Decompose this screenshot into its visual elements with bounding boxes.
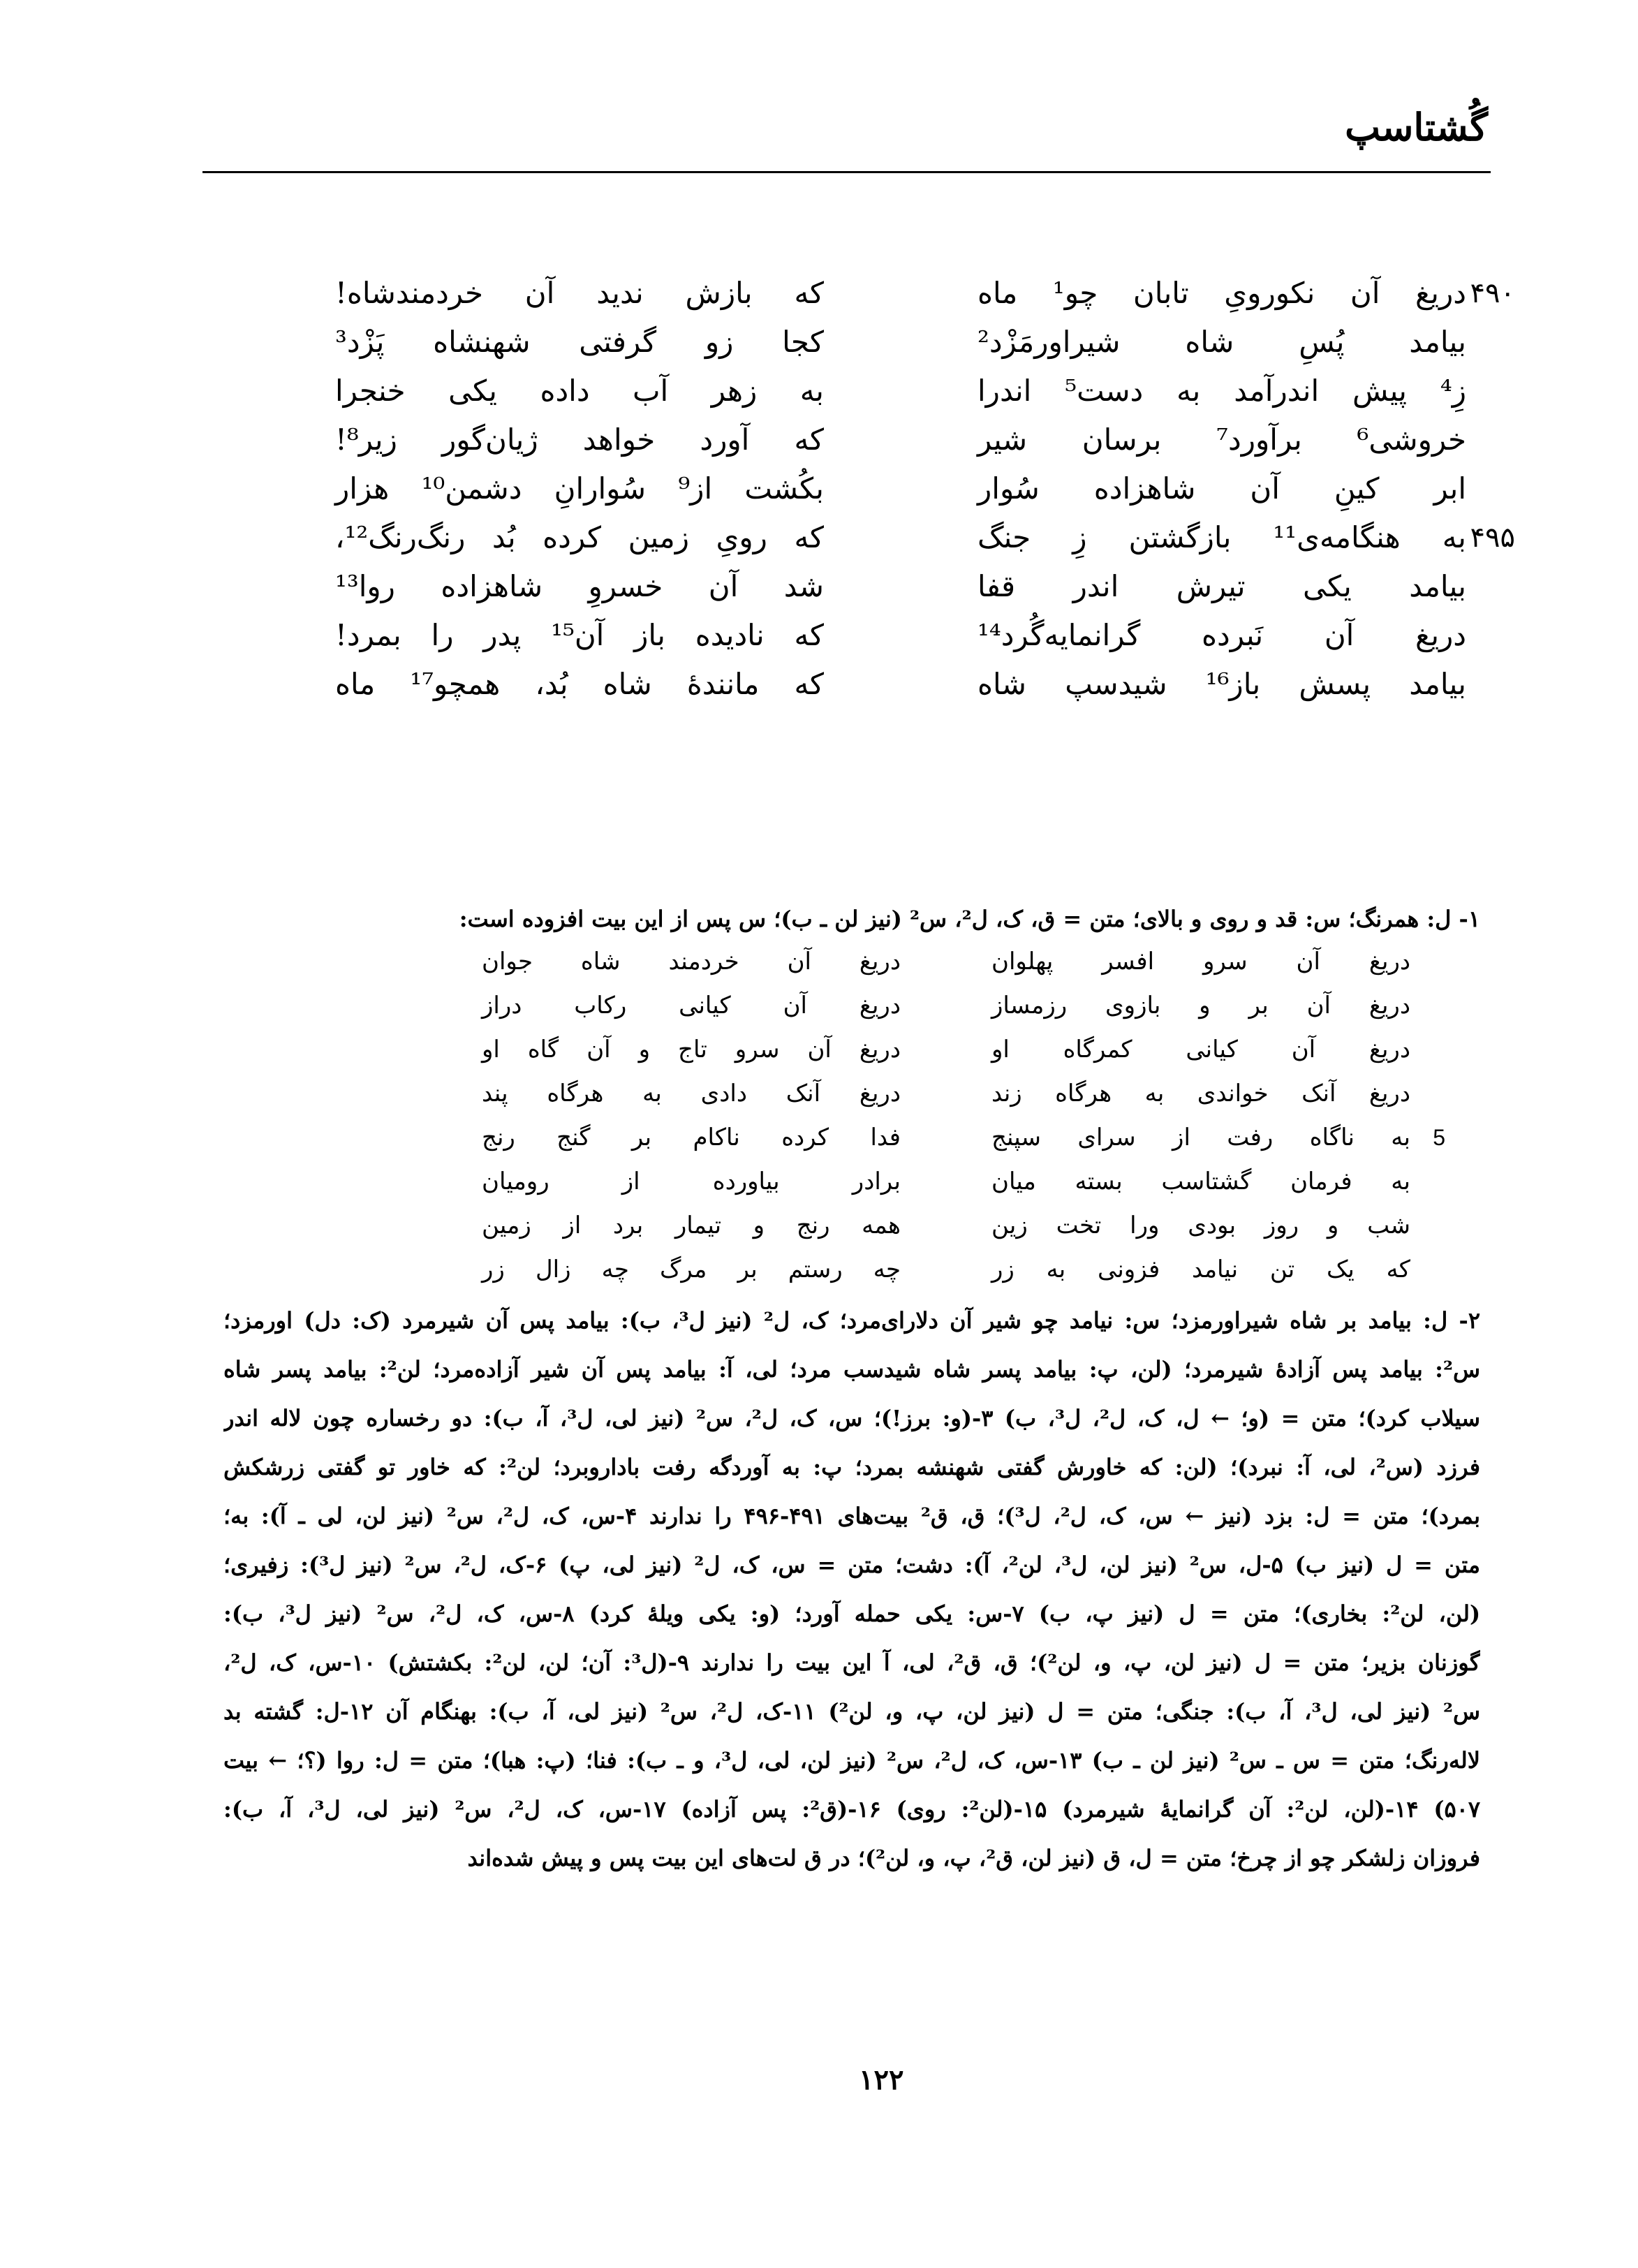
footnote-line: س²: بیامد پس آزادهٔ شیرمرد؛ (لن، پ: بیامد پسر شاه شیدسب مرد؛ لی، آ: بیامد پس آن شیر آزاده‌مرد؛ لن²: بیامد پسر شاه	[223, 1356, 1480, 1383]
verse-first-hemistich: بیامد پُسِ شاه شیراورمَزْد²	[977, 325, 1466, 359]
verse-first-hemistich: خروشی⁶ برآورد⁷ برسان شیر	[977, 422, 1466, 457]
main-verses	[321, 269, 1515, 709]
added-verse-first: دریغ آن کیانی کمرگاه او	[991, 1036, 1410, 1063]
footnotes-2-17	[223, 1296, 1480, 1883]
verse-second-hemistich: بکُشت از⁹ سُوارانِ دشمن¹⁰ هزار	[335, 471, 824, 506]
added-verse-number: 5	[1433, 1125, 1445, 1150]
added-verse-first: دریغ آنک خواندی به هرگاه زند	[991, 1080, 1410, 1107]
verse-second-hemistich: که مانندهٔ شاه بُد، همچو¹⁷ ماه	[335, 667, 824, 701]
footnote-line: بمرد)؛ متن = ل: بزد (نیز ← س، ک، ل²، ل³)؛ ق، ق² بیت‌های ۴۹۱-۴۹۶ را ندارند ۴-س، ک، ل²، س² (نیز لن، لی ـ آ): به؛	[223, 1503, 1480, 1529]
footnote-line: (لن، لن²: بخاری)؛ متن = ل (نیز پ، ب) ۷-س: یکی حمله آورد؛ (و: یکی ویلهٔ کرد) ۸-س، ک، ل²، س² (نیز ل³، ب):	[223, 1600, 1480, 1627]
added-verse-row	[433, 1248, 1410, 1292]
running-title: گُشتاسپ	[1345, 105, 1488, 149]
added-verse-row	[433, 984, 1410, 1028]
verse-row	[321, 464, 1466, 513]
added-verse-row	[433, 1072, 1410, 1116]
footnote-line: لاله‌رنگ؛ متن = س ـ س² (نیز لن ـ ب) ۱۳-س، ک، ل²، س² (نیز لن، لی، ل³، و ـ ب): فنا؛ (پ: هبا)؛ متن = ل: روا (؟؛ ← بیت	[223, 1747, 1480, 1774]
verse-row	[321, 415, 1466, 464]
footnote-line: ۲- ل: بیامد بر شاه شیراورمزد؛ س: نیامد چو شیر آن دلارای‌مرد؛ ک، ل² (نیز ل³، ب): بیامد پس آن شیرمرد (ک: دل) اورمزد؛	[223, 1307, 1480, 1334]
added-verse-second: دریغ آنک دادی به هرگاه پند	[482, 1080, 901, 1107]
added-verse-first: به فرمان گشتاسب بسته میان	[991, 1168, 1410, 1195]
footnote-1-intro: ۱- ل: همرنگ؛ س: قد و روی و بالای؛ متن = ق، ک، ل²، س² (نیز لن ـ ب)؛ س پس از این بیت افزوده است:	[459, 906, 1480, 932]
footnote-line: فرزد (س²، لی، آ: نبرد)؛ (لن: که خاورش گفتی شهنشه بمرد؛ پ: به آوردگه رفت باداروبرد؛ لن²: که خاور تو گفتی زرشکش	[223, 1454, 1480, 1480]
footnote-line: س² (نیز لی، ل³، آ، ب): جنگی؛ متن = ل (نیز لن، پ، و، لن²) ۱۱-ک، ل²، س² (نیز لی، آ، ب): بهنگام آن ۱۲-ل: گشته بد	[223, 1698, 1480, 1725]
verse-second-hemistich: به زهر آب داده یکی خنجرا	[335, 374, 824, 408]
verse-first-hemistich: ابر کینِ آن شاهزاده سُوار	[977, 471, 1466, 506]
verse-first-hemistich: بیامد پسش باز¹⁶ شیدسپ شاه	[977, 667, 1466, 701]
verse-row	[321, 269, 1515, 318]
verse-second-hemistich: که آورد خواهد ژیان‌گور زیر⁸!	[335, 422, 824, 457]
footnotes	[223, 901, 1480, 1883]
footnote-line: فروزان زلشکر چو از چرخ؛ متن = ل، ق (نیز لن، ق²، پ، و، لن²)؛ در ق لت‌های این بیت پس و پیش شده‌اند	[467, 1845, 1480, 1871]
added-verse-first: دریغ آن بر و بازوی رزمساز	[991, 992, 1410, 1019]
added-verse-row	[433, 1116, 1445, 1160]
added-verse-first: که یک تن نیامد فزونی به زر	[991, 1256, 1410, 1283]
verse-row	[321, 660, 1466, 709]
verse-second-hemistich: کجا زو گرفتی شهنشاه پَزْد³	[335, 325, 824, 359]
verse-row	[321, 367, 1466, 415]
added-verse-row	[433, 1204, 1410, 1248]
verse-first-hemistich: بیامد یکی تیرش اندر قفا	[977, 569, 1466, 603]
verse-second-hemistich: که بازش ندید آن خردمندشاه!	[335, 276, 824, 310]
added-verse-second: دریغ آن سرو تاج و آن گاه او	[482, 1036, 901, 1063]
verse-second-hemistich: که نادیده باز آن¹⁵ پدر را بمرد!	[335, 618, 824, 652]
page-number: ۱۲۲	[859, 2063, 904, 2096]
added-verse-second: برادر بیاورده از رومیان	[482, 1168, 901, 1195]
footnote-line: متن = ل (نیز ب) ۵-ل، س² (نیز لن، ل³، لن²، آ): دشت؛ متن = س، ک، ل² (نیز لی، پ) ۶-ک، ل²، س² (نیز ل³): زفیری؛	[223, 1552, 1480, 1578]
added-verse-row	[433, 1028, 1410, 1072]
footnote-added-verses	[433, 940, 1445, 1292]
added-verse-second: چه رستم بر مرگ چه زال زر	[482, 1256, 901, 1283]
verse-first-hemistich: دریغ آن نکورویِ تابان چو¹ ماه	[977, 276, 1466, 310]
added-verse-row	[433, 940, 1410, 984]
footnote-line: گوزنان بزیر؛ متن = ل (نیز لن، پ، و، لن²)؛ ق، ق²، لی، آ این بیت را ندارند ۹-(ل³: آن؛ لن، لن²: بکشتش) ۱۰-س، ک، ل²،	[223, 1649, 1480, 1676]
header-rule	[202, 171, 1491, 173]
footnote-line: ۵۰۷) ۱۴-(لن، لن²: آن گرانمایهٔ شیرمرد) ۱۵-(لن²: روی) ۱۶-(ق²: پس آزاده) ۱۷-س، ک، ل²، س² (نیز لی، ل³، آ، ب):	[223, 1796, 1480, 1822]
added-verse-first: به ناگاه رفت از سرای سپنج	[991, 1124, 1410, 1151]
added-verse-row	[433, 1160, 1410, 1204]
added-verse-second: فدا کرده ناکام بر گنج رنج	[482, 1124, 901, 1151]
added-verse-second: دریغ آن خردمند شاه جوان	[482, 948, 901, 975]
verse-row	[321, 562, 1466, 611]
verse-first-hemistich: زِ⁴ پیش اندرآمد به دست⁵ اندرا	[977, 374, 1466, 408]
verse-row	[321, 318, 1466, 367]
verse-second-hemistich: که رویِ زمین کرده بُد رنگ‌رنگ¹²،	[335, 520, 824, 554]
verse-row	[321, 513, 1515, 562]
verse-first-hemistich: به هنگامه‌ی¹¹ بازگشتن زِ جنگ	[977, 520, 1466, 554]
added-verse-first: دریغ آن سرو افسر پهلوان	[991, 948, 1410, 975]
verse-first-hemistich: دریغ آن نَبرده گرانمایه‌گُرد¹⁴	[977, 618, 1466, 652]
added-verse-second: همه رنج و تیمار برد از زمین	[482, 1212, 901, 1239]
verse-row	[321, 611, 1466, 660]
verse-second-hemistich: شد آن خسروِ شاهزاده روا¹³	[335, 569, 824, 603]
added-verse-second: دریغ آن کیانی رکاب دراز	[482, 992, 901, 1019]
verse-number: ۴۹۰	[1470, 277, 1515, 309]
verse-number: ۴۹۵	[1470, 522, 1515, 554]
footnote-line: سیلاب کرد)؛ متن = (و؛ ← ل، ک، ل²، ل³، ب) ۳-(و: برز!)؛ س، ک، ل²، س² (نیز لی، ل³، آ، ب): دو رخساره چون لاله اندر	[223, 1405, 1480, 1431]
added-verse-first: شب و روز بودی ورا تخت زین	[991, 1212, 1410, 1239]
